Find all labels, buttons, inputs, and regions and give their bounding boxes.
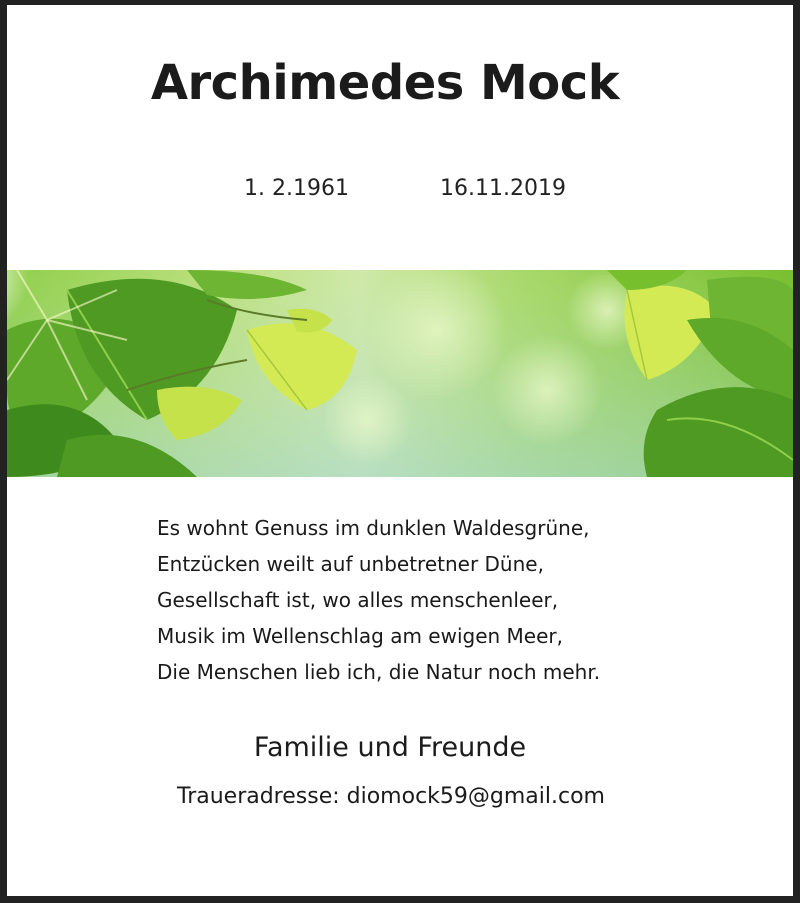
poem <box>157 510 717 690</box>
poem-line: Musik im Wellenschlag am ewigen Meer, <box>157 624 563 648</box>
birth-date: 1. 2.1961 <box>244 176 349 201</box>
poem-line: Gesellschaft ist, wo alles menschenleer, <box>157 588 559 612</box>
deceased-name: Archimedes Mock <box>150 55 620 111</box>
leaves-banner-image <box>7 270 793 477</box>
condolence-address: Traueradresse: diomock59@gmail.com <box>176 784 605 809</box>
poem-line: Entzücken weilt auf unbetretner Düne, <box>157 552 544 576</box>
poem-line: Die Menschen lieb ich, die Natur noch mehr. <box>157 660 601 684</box>
mourners-signoff: Familie und Freunde <box>253 732 527 763</box>
death-date: 16.11.2019 <box>440 176 566 201</box>
poem-line: Es wohnt Genuss im dunklen Waldesgrüne, <box>157 516 590 540</box>
